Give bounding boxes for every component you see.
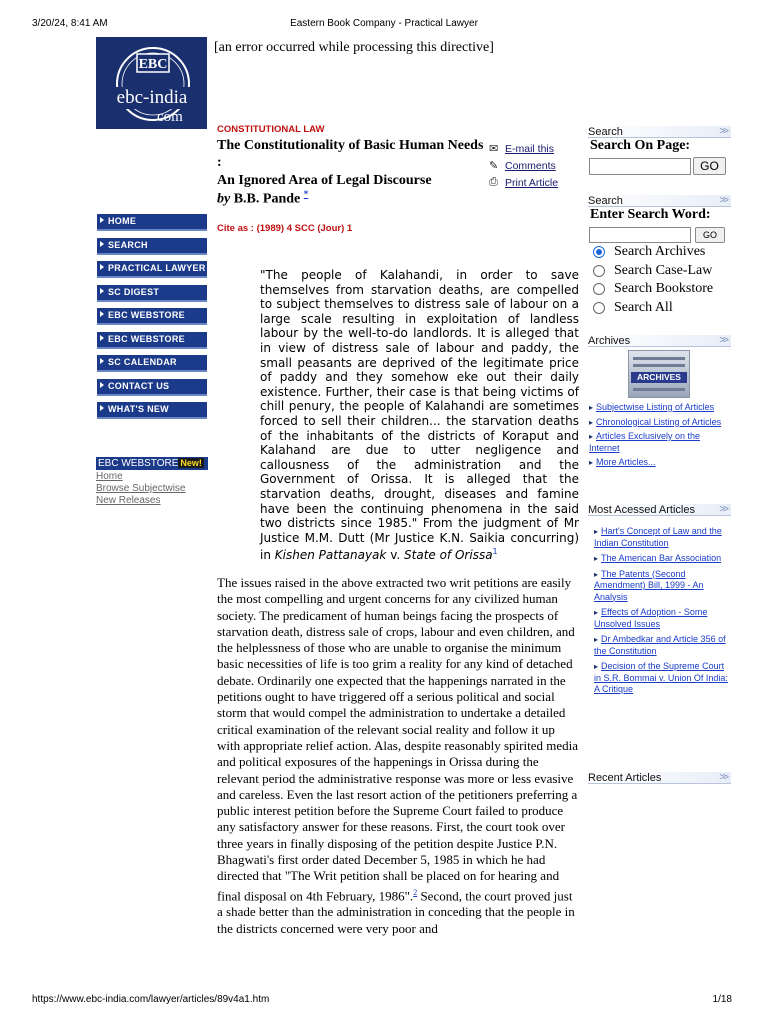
print-page-number: 1/18 xyxy=(712,994,732,1005)
search-word-section-bar: Search >> xyxy=(588,195,731,207)
ebc-india-logo[interactable] xyxy=(96,37,207,129)
arrow-icon: ▸ xyxy=(594,554,599,563)
arrow-icon xyxy=(100,241,104,247)
archives-link[interactable]: More Articles... xyxy=(596,457,656,467)
most-accessed-link[interactable]: The Patents (Second Amendment) Bill, 1999 - An Analysis xyxy=(594,568,704,602)
most-accessed-link[interactable]: Effects of Adoption - Some Unsolved Issues xyxy=(594,607,708,629)
archives-image[interactable] xyxy=(628,350,690,398)
search-on-page-input[interactable] xyxy=(589,158,691,175)
shelf-graphic xyxy=(633,388,685,391)
archives-link[interactable]: Articles Exclusively on the Internet xyxy=(589,431,701,453)
search-word-go-button[interactable]: GO xyxy=(695,227,725,243)
most-accessed-link[interactable]: Dr Ambedkar and Article 356 of the Constitution xyxy=(594,634,726,656)
arrow-icon: ▸ xyxy=(594,635,599,644)
enter-search-word-label: Enter Search Word: xyxy=(590,207,711,222)
search-word-input[interactable] xyxy=(589,227,691,243)
radio-button[interactable] xyxy=(593,302,605,314)
most-accessed-links xyxy=(594,526,732,700)
recent-articles-section-bar: Recent Articles >> xyxy=(588,772,731,784)
email-icon: ✉ xyxy=(489,143,499,155)
footnote-1-link[interactable]: 1 xyxy=(492,547,498,557)
archives-section-bar: Archives >> xyxy=(588,335,731,347)
arrow-icon xyxy=(100,382,104,388)
most-accessed-link[interactable]: Decision of the Supreme Court in S.R. Bommai v. Union Of India: A Critique xyxy=(594,661,728,694)
archives-link[interactable]: Subjectwise Listing of Articles xyxy=(596,402,715,412)
arrow-icon: ▸ xyxy=(594,608,599,617)
chevron-right-icon: >> xyxy=(719,504,727,515)
arrow-icon xyxy=(100,335,104,341)
comments-link[interactable]: Comments xyxy=(505,159,556,172)
arrow-icon xyxy=(100,217,104,223)
search-section-bar: Search >> xyxy=(588,126,731,138)
print-footer xyxy=(32,994,736,1008)
print-url: https://www.ebc-india.com/lawyer/articles/89v4a1.htm xyxy=(32,994,270,1005)
chevron-right-icon: >> xyxy=(719,126,727,137)
webstore-box xyxy=(96,457,208,507)
nav-ebc-webstore[interactable]: EBC WEBSTORE xyxy=(97,308,207,325)
nav-whats-new[interactable]: WHAT'S NEW xyxy=(97,402,207,419)
nav-home[interactable]: HOME xyxy=(97,214,207,231)
print-article-link[interactable]: Print Article xyxy=(505,176,559,189)
archives-links xyxy=(589,402,731,472)
archives-link[interactable]: Chronological Listing of Articles xyxy=(596,416,722,427)
webstore-home-link[interactable]: Home xyxy=(96,471,123,482)
search-on-page-label: Search On Page: xyxy=(590,138,691,153)
webstore-new-releases-link[interactable]: New Releases xyxy=(96,495,161,506)
arrow-icon: ▸ xyxy=(589,432,594,441)
author-name: B.B. Pande xyxy=(233,191,301,207)
comments-icon: ✎ xyxy=(489,160,499,172)
article-category: CONSTITUTIONAL LAW xyxy=(217,124,325,135)
article-tools xyxy=(489,140,558,191)
arrow-icon xyxy=(100,311,104,317)
nav-contact-us[interactable]: CONTACT US xyxy=(97,379,207,396)
nav-practical-lawyer[interactable]: PRACTICAL LAWYER xyxy=(97,261,207,278)
radio-search-all[interactable]: Search All xyxy=(593,299,713,318)
logo-sub-text: .com xyxy=(153,109,183,125)
article-title: The Constitutionality of Basic Human Needs : An Ignored Area of Legal Discourse xyxy=(217,138,484,188)
nav-search[interactable]: SEARCH xyxy=(97,238,207,255)
chevron-right-icon: >> xyxy=(719,195,727,206)
radio-search-archives[interactable]: Search Archives xyxy=(593,243,713,262)
print-datetime: 3/20/24, 8:41 AM xyxy=(32,18,108,29)
arrow-icon xyxy=(100,288,104,294)
nav-sc-digest[interactable]: SC DIGEST xyxy=(97,285,207,302)
arrow-icon: ▸ xyxy=(594,569,599,579)
arrow-icon: ▸ xyxy=(589,417,594,427)
chevron-right-icon: >> xyxy=(719,772,727,783)
article-byline: by B.B. Pande * xyxy=(217,189,309,207)
print-page-title: Eastern Book Company - Practical Lawyer xyxy=(290,18,478,29)
arrow-icon: ▸ xyxy=(589,458,594,467)
email-this-link[interactable]: E-mail this xyxy=(505,142,555,155)
arrow-icon xyxy=(100,405,104,411)
archives-image-label: ARCHIVES xyxy=(631,372,687,383)
arrow-icon: ▸ xyxy=(589,403,594,412)
radio-button[interactable] xyxy=(593,265,605,277)
radio-search-bookstore[interactable]: Search Bookstore xyxy=(593,280,713,299)
shelf-graphic xyxy=(633,357,685,360)
logo-top-text: EBC xyxy=(138,57,168,72)
radio-button[interactable] xyxy=(593,246,605,258)
opening-quote: "The people of Kalahandi, in order to save themselves from starvation deaths, are compelled to subject themselves to distress sale of labour on a large scale resulting in exploitation of landless labour by the well-to-do landlords. It is alleged that in view of distress sale of labour and paddy, the small peasants are deprived of the legitimate price of paddy and they somehow eke out their daily existence. Further, their case is that being victims of chill penury, the people of Kalahandi are sometimes forced to sell their children... the starvation deaths of the inhabitants of the districts of Koraput and Kalahand are due to utter negligence and callousness of the administration and the Government of Orissa. It is alleged that the starvation deaths, drought, diseases and famine have been the continuing phenomena in the said two districts since 1985." From the judgment of Mr Justice M.M. Dutt (Mr Justice K.N. Saikia concurring) in Kishen Pattanayak v. State of Orissa$^1$ xyxy=(260,268,579,563)
print-icon: ⎙ xyxy=(489,176,498,188)
webstore-browse-link[interactable]: Browse Subjectwise xyxy=(96,483,186,494)
search-scope-radios xyxy=(593,243,713,317)
ssi-error-message: [an error occurred while processing this directive] xyxy=(214,40,494,55)
chevron-right-icon: >> xyxy=(719,335,727,346)
print-header xyxy=(32,18,736,32)
nav-ebc-webstore-2[interactable]: EBC WEBSTORE xyxy=(97,332,207,349)
most-accessed-section-bar: Most Acessed Articles >> xyxy=(588,504,731,516)
radio-button[interactable] xyxy=(593,283,605,295)
article-citation: Cite as : (1989) 4 SCC (Jour) 1 xyxy=(217,223,353,234)
arrow-icon: ▸ xyxy=(594,662,599,671)
shelf-graphic xyxy=(633,364,685,367)
radio-search-case-law[interactable]: Search Case-Law xyxy=(593,262,713,281)
new-badge: New! xyxy=(180,458,202,468)
article-body-paragraph: The issues raised in the above extracted two writ petitions are easily the most compelling and urgent concerns for any civilized human society. The predicament of human beings facing the prospects of starvation death, distress sale of crops, labour and even children, and the helplessness of those who are unable to organise the minimum basic necessities of life is too grim a reality for any kind of detached debate. Ordinarily one expected that the happenings narrated in the petitions ought to have triggered off a serious political and social storm that would compel the administration to undertake a detailed critical examination of the relevant social reality and follow it up with appropriate relief action. Alas, despite reasonably spirited media and political exposures of the happenings in Orissa during the relevant period the administrative response was more or less evasive and careless. Even the last resort action of the petitioners preferring a public interest petition before the Supreme Court failed to produce any satisfactory answer for these reasons. First, the court took over three years in finally disposing of the petition despite Justice P.N. Bhagwati's first order dated December 5, 1985 in which he had directed that "The Writ petition shall be placed on for hearing and final disposal on 4th February, 1986".$^2$ Second, the court proved just a shade better than the administration in conceding that the people in the districts concerned were very poor and xyxy=(217,575,578,936)
most-accessed-link[interactable]: The American Bar Association xyxy=(601,553,722,563)
author-footnote-link[interactable]: * xyxy=(303,189,309,199)
main-nav xyxy=(97,214,207,426)
search-on-page-go-button[interactable]: GO xyxy=(693,157,726,175)
footnote-2-link[interactable]: 2 xyxy=(413,887,418,897)
most-accessed-link[interactable]: Hart's Concept of Law and the Indian Constitution xyxy=(594,526,722,548)
webstore-banner[interactable]: EBC WEBSTORE New! xyxy=(96,457,208,470)
arrow-icon xyxy=(100,358,104,364)
arrow-icon xyxy=(100,264,104,270)
logo-main-text: ebc-india xyxy=(116,87,188,108)
arrow-icon: ▸ xyxy=(594,527,599,536)
nav-sc-calendar[interactable]: SC CALENDAR xyxy=(97,355,207,372)
